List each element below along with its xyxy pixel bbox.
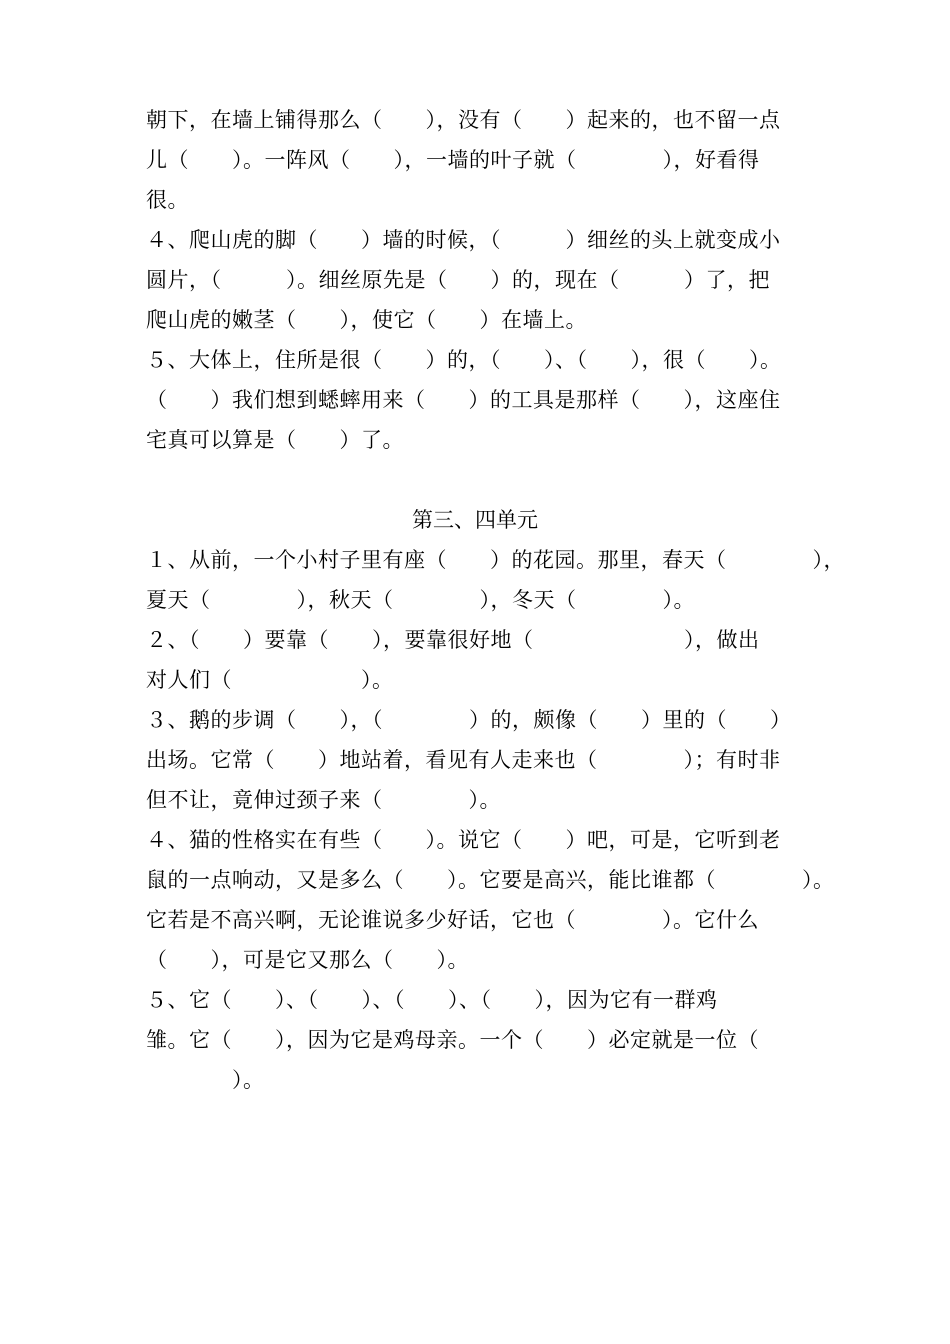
text-line: ４、爬山虎的脚（ ）墙的时候，（ ）细丝的头上就变成小 [146, 228, 781, 252]
text-line: 爬山虎的嫩茎（ ），使它（ ）在墙上。 [146, 308, 587, 332]
text-line: ４、猫的性格实在有些（ ）。说它（ ）吧，可是，它听到老 [146, 828, 781, 852]
text-line: 儿（ ）。一阵风（ ），一墙的叶子就（ ），好看得 [146, 148, 760, 172]
text-line: （ ）我们想到蟋蟀用来（ ）的工具是那样（ ），这座住 [146, 388, 781, 412]
text-line: ５、大体上，住所是很（ ）的，（ ）、（ ），很（ ）。 [146, 348, 782, 372]
text-line: 很。 [146, 188, 189, 212]
text-line: ５、它（ ）、（ ）、（ ）、（ ），因为它有一群鸡 [146, 988, 718, 1012]
section-heading: 第三、四单元 [412, 508, 538, 532]
text-line: 对人们（ ）。 [146, 668, 394, 692]
text-line: 宅真可以算是（ ）了。 [146, 428, 404, 452]
text-line: １、从前，一个小村子里有座（ ）的花园。那里，春天（ ）， [146, 548, 845, 572]
text-line: 出场。它常（ ）地站着，看见有人走来也（ ）；有时非 [146, 748, 781, 772]
text-line: （ ），可是它又那么（ ）。 [146, 948, 469, 972]
text-line: 它若是不高兴啊，无论谁说多少好话，它也（ ）。它什么 [146, 908, 759, 932]
text-line: ）。 [146, 1068, 265, 1092]
text-line: ３、鹅的步调（ ），（ ）的，颇像（ ）里的（ ） [146, 708, 792, 732]
text-line: 圆片，（ ）。细丝原先是（ ）的，现在（ ）了，把 [146, 268, 770, 292]
text-line: 雏。它（ ），因为它是鸡母亲。一个（ ）必定就是一位（ [146, 1028, 759, 1052]
text-line: ２、（ ）要靠（ ），要靠很好地（ ），做出 [146, 628, 760, 652]
text-line: 但不让，竟伸过颈子来（ ）。 [146, 788, 501, 812]
text-line: 夏天（ ），秋天（ ），冬天（ ）。 [146, 588, 695, 612]
text-line: 朝下，在墙上铺得那么（ ），没有（ ）起来的，也不留一点 [146, 108, 781, 132]
text-line: 鼠的一点响动，又是多么（ ）。它要是高兴，能比谁都（ ）。 [146, 868, 835, 892]
